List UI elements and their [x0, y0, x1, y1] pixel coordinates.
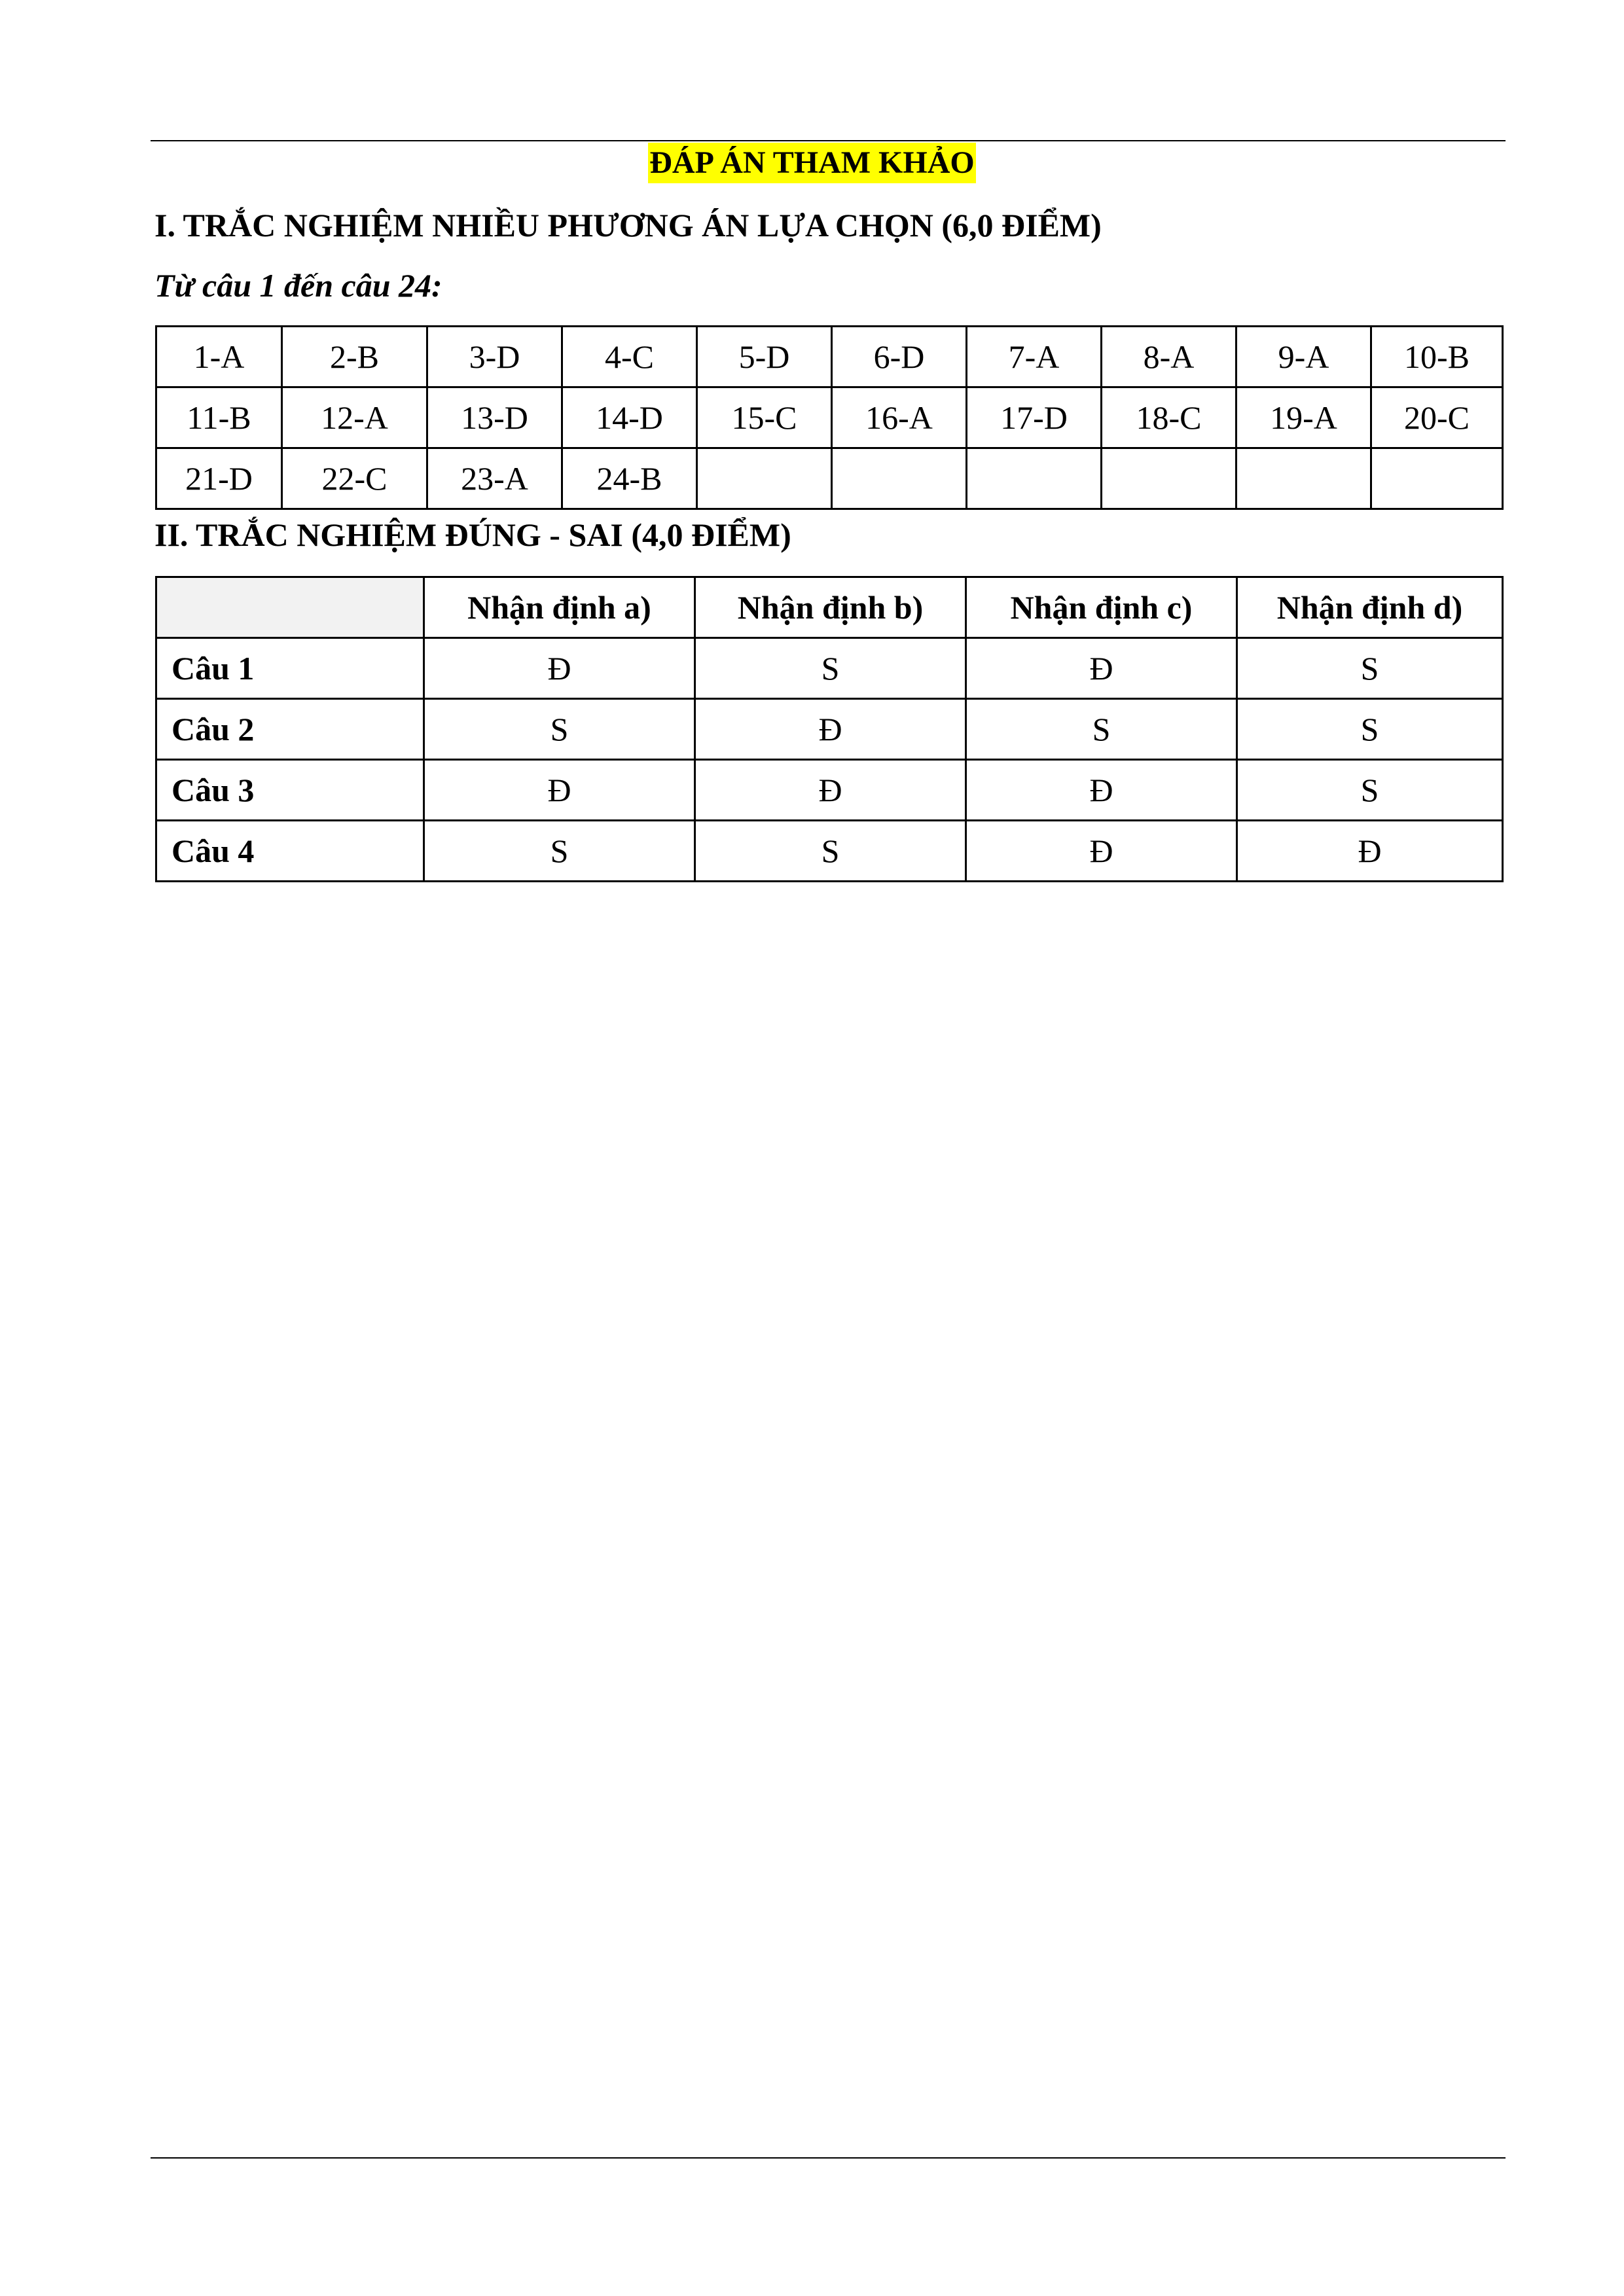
answer-cell: 3-D [427, 327, 562, 387]
question-label: Câu 1 [156, 638, 424, 699]
question-label: Câu 4 [156, 821, 424, 882]
table-row [156, 638, 1503, 699]
corner-header-cell [156, 577, 424, 638]
answer-cell: 7-A [967, 327, 1102, 387]
answer-cell [697, 448, 832, 509]
true-false-cell: Đ [1237, 821, 1503, 882]
answer-cell: 19-A [1236, 387, 1371, 448]
answer-cell: 11-B [156, 387, 282, 448]
answer-cell: 20-C [1371, 387, 1503, 448]
true-false-cell: S [1237, 760, 1503, 821]
answer-cell: 22-C [282, 448, 427, 509]
table-row [156, 448, 1503, 509]
table-row [156, 699, 1503, 760]
answer-cell: 18-C [1102, 387, 1236, 448]
table-row [156, 387, 1503, 448]
answer-cell: 17-D [967, 387, 1102, 448]
answer-cell: 5-D [697, 327, 832, 387]
column-header: Nhận định c) [966, 577, 1237, 638]
true-false-cell: S [424, 699, 695, 760]
question-label: Câu 2 [156, 699, 424, 760]
true-false-cell: Đ [966, 821, 1237, 882]
column-header: Nhận định a) [424, 577, 695, 638]
true-false-cell: S [695, 638, 966, 699]
true-false-cell: Đ [424, 638, 695, 699]
true-false-cell: Đ [695, 699, 966, 760]
true-false-cell: Đ [424, 760, 695, 821]
answer-cell: 21-D [156, 448, 282, 509]
true-false-cell: S [695, 821, 966, 882]
answer-cell: 2-B [282, 327, 427, 387]
question-label: Câu 3 [156, 760, 424, 821]
table-row [156, 821, 1503, 882]
answer-cell: 10-B [1371, 327, 1503, 387]
section1-heading: I. TRẮC NGHIỆM NHIỀU PHƯƠNG ÁN LỰA CHỌN (6,0 ĐIỂM) [154, 207, 1102, 243]
answer-cell [1236, 448, 1371, 509]
title-container [0, 143, 1624, 183]
true-false-cell: S [966, 699, 1237, 760]
answer-cell [967, 448, 1102, 509]
true-false-cell: Đ [695, 760, 966, 821]
multiple-choice-answer-table [155, 325, 1504, 510]
answer-cell: 12-A [282, 387, 427, 448]
answer-cell [1102, 448, 1236, 509]
header-rule [151, 140, 1506, 141]
answer-cell: 13-D [427, 387, 562, 448]
section2-heading: II. TRẮC NGHIỆM ĐÚNG - SAI (4,0 ĐIỂM) [154, 516, 791, 553]
section1-subheading: Từ câu 1 đến câu 24: [154, 267, 442, 304]
true-false-cell: Đ [966, 638, 1237, 699]
answer-cell: 24-B [562, 448, 697, 509]
column-header: Nhận định b) [695, 577, 966, 638]
answer-cell: 8-A [1102, 327, 1236, 387]
answer-cell: 9-A [1236, 327, 1371, 387]
footer-rule [151, 2157, 1506, 2159]
true-false-cell: S [424, 821, 695, 882]
page-title: ĐÁP ÁN THAM KHẢO [648, 143, 975, 183]
answer-cell: 14-D [562, 387, 697, 448]
answer-cell [1371, 448, 1503, 509]
true-false-cell: S [1237, 699, 1503, 760]
answer-cell: 16-A [832, 387, 967, 448]
true-false-cell: Đ [966, 760, 1237, 821]
true-false-answer-table [155, 576, 1504, 882]
answer-cell: 6-D [832, 327, 967, 387]
answer-cell [832, 448, 967, 509]
table-row [156, 760, 1503, 821]
table-row [156, 327, 1503, 387]
column-header: Nhận định d) [1237, 577, 1503, 638]
true-false-cell: S [1237, 638, 1503, 699]
answer-cell: 1-A [156, 327, 282, 387]
table-header-row [156, 577, 1503, 638]
answer-cell: 23-A [427, 448, 562, 509]
answer-cell: 4-C [562, 327, 697, 387]
answer-cell: 15-C [697, 387, 832, 448]
